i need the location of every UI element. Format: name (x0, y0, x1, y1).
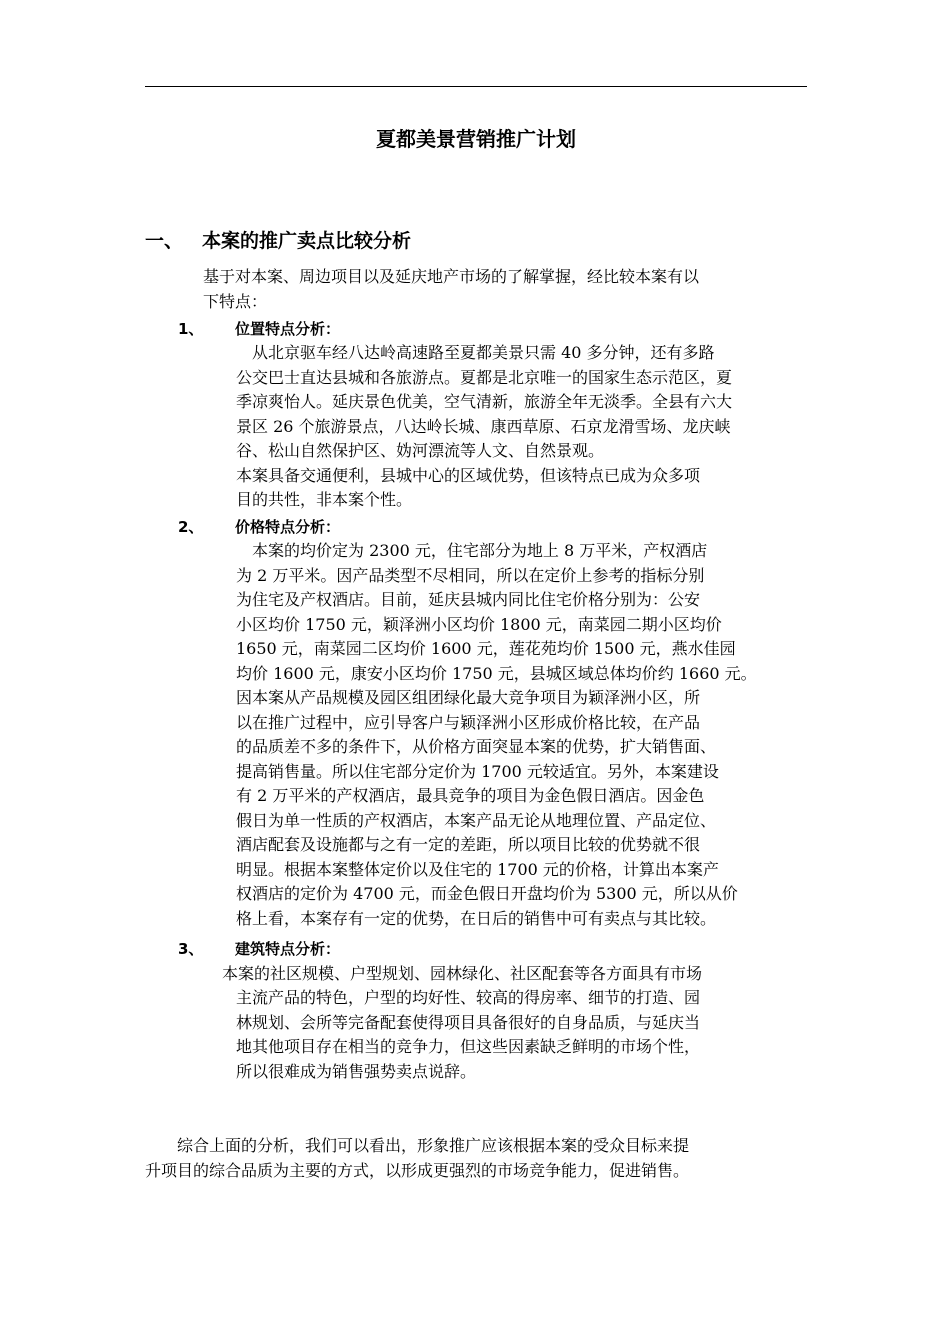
text-line: 目的共性，非本案个性。 (236, 490, 413, 509)
text-line: 提高销售量。所以住宅部分定价为 1700 元较适宜。另外，本案建设 (236, 761, 719, 781)
text-line: 为 2 万平米。因产品类型不尽相同，所以在定价上参考的指标分别 (236, 565, 705, 585)
text-line: 地其他项目存在相当的竞争力，但这些因素缺乏鲜明的市场个性， (236, 1037, 701, 1056)
text-line: 从北京驱车经八达岭高速路至夏都美景只需 40 多分钟，还有多路 (236, 343, 715, 362)
price-paragraph (236, 539, 757, 931)
section-intro (203, 265, 699, 314)
item-number: 3、 (178, 940, 204, 958)
text-line: 1650 元，南菜园二区均价 1600 元，莲花苑均价 1500 元，燕水佳园 (236, 639, 736, 658)
text-line: 格上看，本案存有一定的优势，在日后的销售中可有卖点与其比较。 (236, 908, 717, 928)
section-heading (145, 227, 411, 255)
text-line: 本案的社区规模、户型规划、园林绿化、社区配套等各方面具有市场 (222, 964, 703, 983)
text-line: 综合上面的分析，我们可以看出，形象推广应该根据本案的受众目标来提 (145, 1136, 690, 1155)
text-line: 基于对本案、周边项目以及延庆地产市场的了解掌握，经比较本案有以 (203, 267, 700, 286)
item-title: 建筑特点分析： (235, 940, 341, 958)
text-line: 季凉爽怡人。延庆景色优美，空气清新，旅游全年无淡季。全县有六大 (236, 392, 733, 411)
text-line: 因本案从产品规模及园区组团绿化最大竞争项目为颖泽洲小区，所 (236, 688, 701, 707)
text-line: 谷、松山自然保护区、妫河漂流等人文、自然景观。 (236, 441, 605, 460)
text-line: 有 2 万平米的产权酒店，最具竞争的项目为金色假日酒店。因金色 (236, 786, 705, 805)
text-line: 权酒店的定价为 4700 元，而金色假日开盘均价为 5300 元，所以从价 (236, 884, 738, 903)
text-line: 以在推广过程中，应引导客户与颖泽洲小区形成价格比较，在产品 (236, 712, 701, 732)
building-paragraph-first (222, 962, 702, 987)
section-number: 一、 (145, 230, 184, 252)
text-line: 升项目的综合品质为主要的方式，以形成更强烈的市场竞争能力，促进销售。 (145, 1160, 690, 1180)
location-paragraph (236, 341, 732, 513)
text-line: 的品质差不多的条件下，从价格方面突显本案的优势，扩大销售面、 (236, 737, 717, 756)
text-line: 本案具备交通便利，县城中心的区域优势，但该特点已成为众多项 (236, 465, 701, 485)
item-number: 1、 (178, 320, 204, 338)
item-number: 2、 (178, 518, 204, 536)
text-line: 主流产品的特色，户型的均好性、较高的得房率、细节的打造、园 (236, 988, 701, 1007)
text-line: 为住宅及产权酒店。目前，延庆县城内同比住宅价格分别为：公安 (236, 590, 701, 609)
text-line: 所以很难成为销售强势卖点说辞。 (236, 1061, 477, 1081)
text-line: 景区 26 个旅游景点，八达岭长城、康西草原、石京龙滑雪场、龙庆峡 (236, 416, 731, 436)
header-rule (145, 86, 807, 87)
text-line: 酒店配套及设施都与之有一定的差距，所以项目比较的优势就不很 (236, 835, 701, 854)
text-line: 假日为单一性质的产权酒店，本案产品无论从地理位置、产品定位、 (236, 810, 717, 830)
building-paragraph (236, 986, 700, 1084)
item-title: 价格特点分析： (235, 518, 341, 536)
conclusion-paragraph (145, 1134, 689, 1183)
item-title: 位置特点分析： (235, 320, 341, 338)
text-line: 林规划、会所等完备配套使得项目具备很好的自身品质，与延庆当 (236, 1012, 701, 1032)
text-line: 下特点： (203, 291, 268, 311)
text-line: 公交巴士直达县城和各旅游点。夏都是北京唯一的国家生态示范区，夏 (236, 367, 733, 387)
text-line: 均价 1600 元，康安小区均价 1750 元，县城区域总体均价约 1660 元。 (236, 663, 757, 683)
text-line: 明显。根据本案整体定价以及住宅的 1700 元的价格，计算出本案产 (236, 859, 719, 879)
document-title: 夏都美景营销推广计划 (376, 127, 576, 151)
text-line: 本案的均价定为 2300 元，住宅部分为地上 8 万平米，产权酒店 (236, 541, 708, 560)
section-title: 本案的推广卖点比较分析 (202, 230, 412, 252)
text-line: 小区均价 1750 元，颖泽洲小区均价 1800 元，南菜园二期小区均价 (236, 614, 722, 634)
